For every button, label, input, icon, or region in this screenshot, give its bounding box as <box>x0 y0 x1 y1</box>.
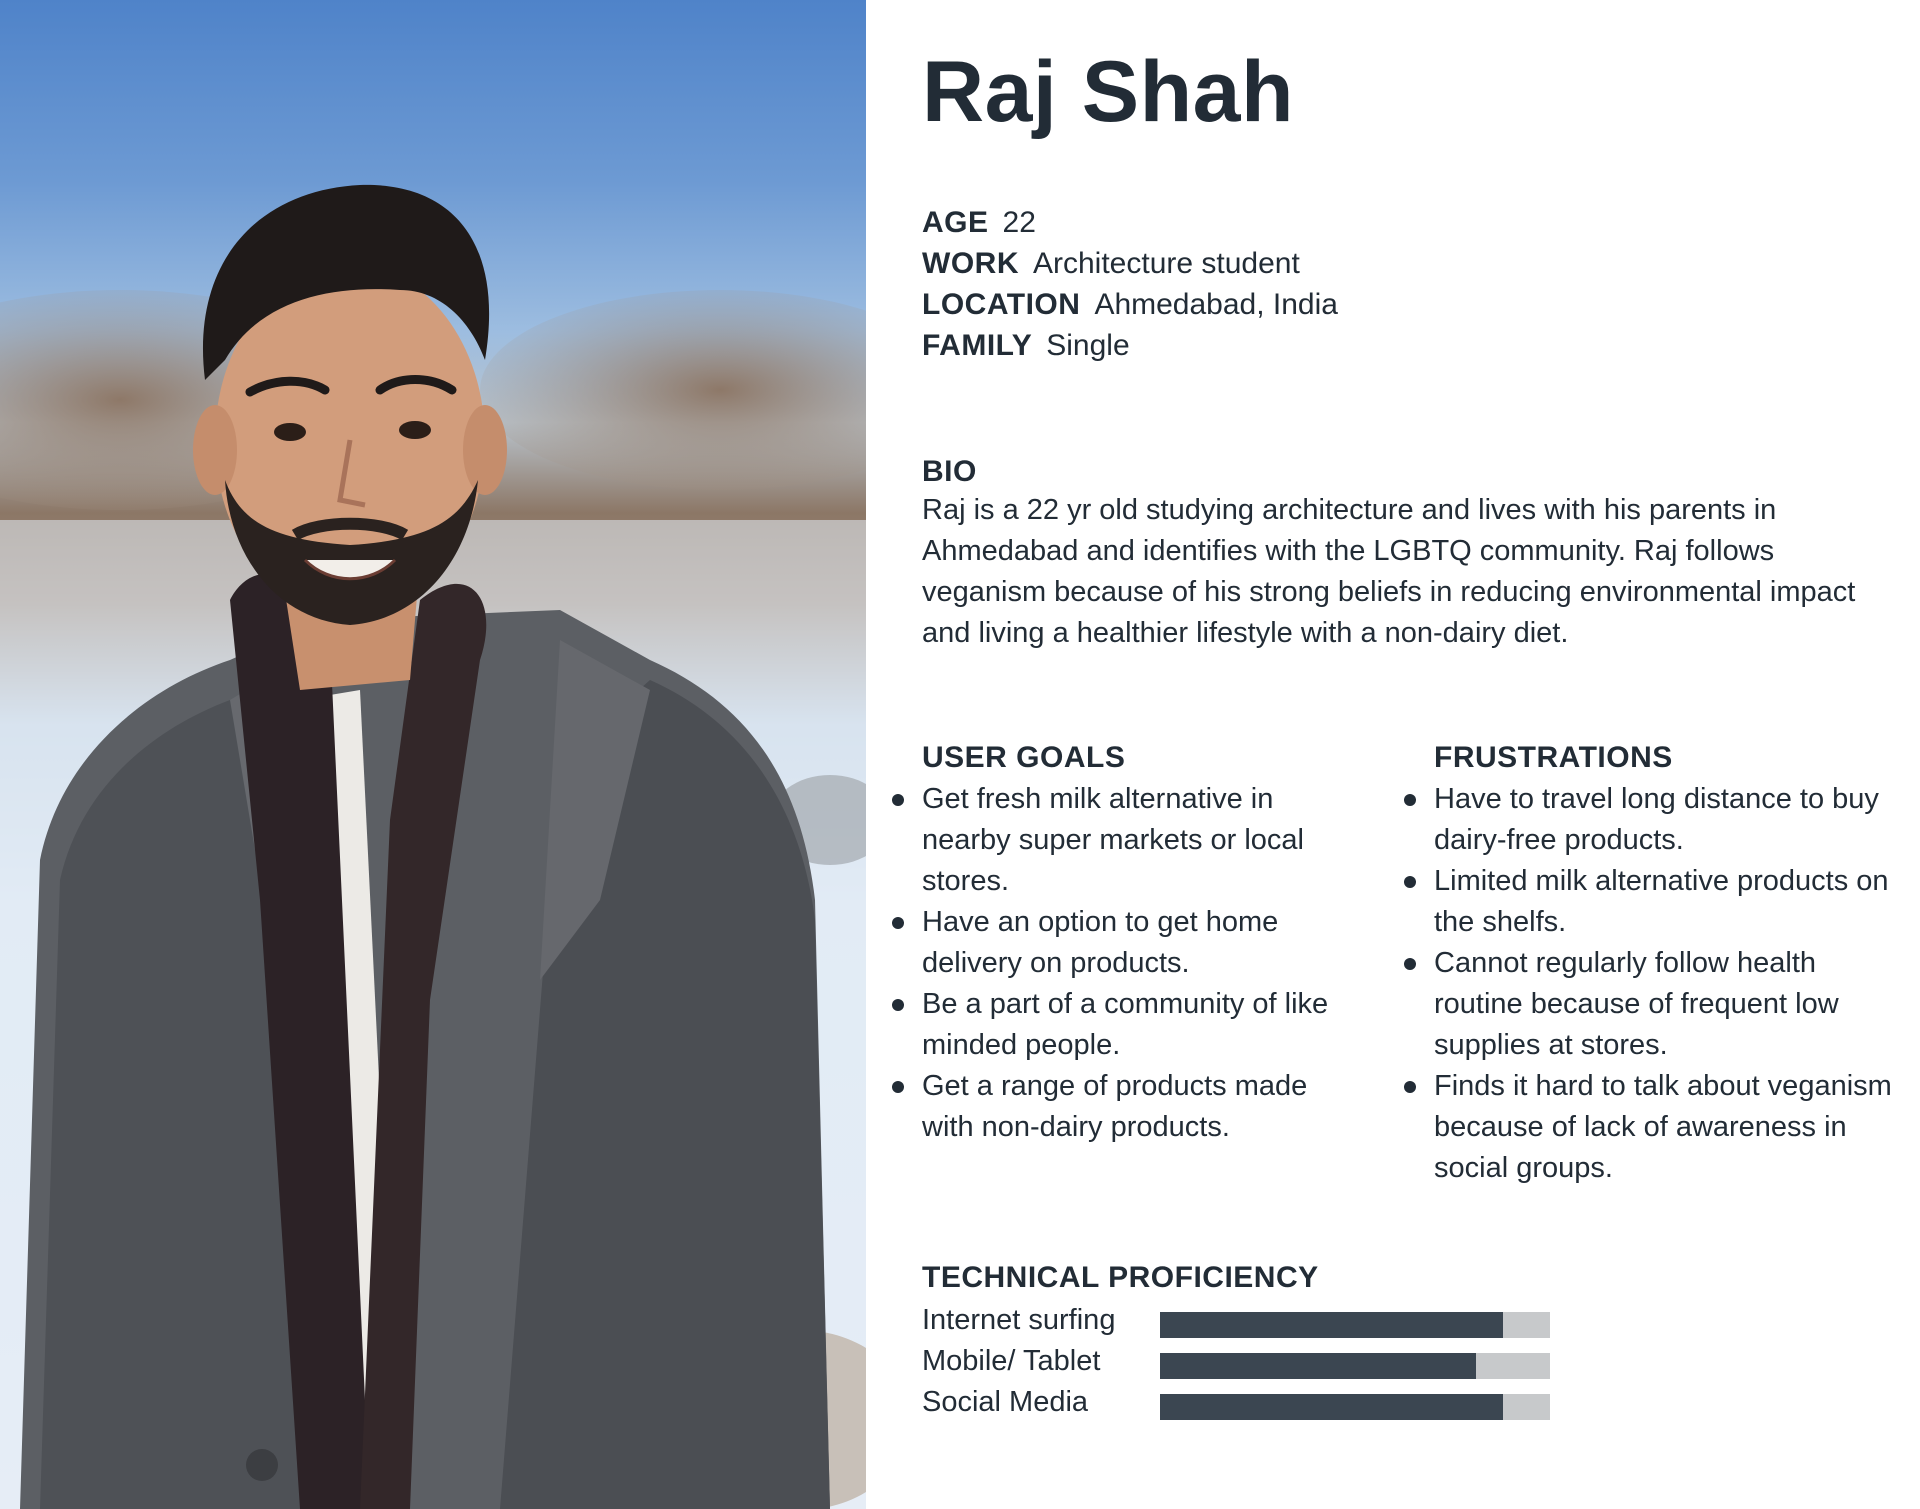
fact-label: AGE <box>922 206 989 239</box>
list-item <box>1434 943 1904 1066</box>
bullet-icon <box>1404 876 1416 888</box>
bullet-icon <box>892 999 904 1011</box>
list-item <box>922 1066 1352 1148</box>
list-item-text: Limited milk alternative products on the shelfs. <box>1434 865 1889 938</box>
proficiency-label: Mobile/ Tablet <box>922 1345 1101 1377</box>
persona-name: Raj Shah <box>922 44 1294 140</box>
list-item <box>922 779 1352 902</box>
list-item-text: Cannot regularly follow health routine because of frequent low supplies at stores. <box>1434 947 1839 1061</box>
proficiency-bar-fill <box>1160 1353 1476 1379</box>
proficiency-bar-fill <box>1160 1312 1503 1338</box>
user-goals-list <box>922 779 1352 1148</box>
portrait-illustration <box>0 0 866 1509</box>
proficiency-internet <box>922 1300 1115 1341</box>
frustrations-list <box>1434 779 1904 1189</box>
fact-family <box>922 325 1338 366</box>
list-item-text: Have an option to get home delivery on products. <box>922 906 1279 979</box>
proficiency-label: Internet surfing <box>922 1304 1116 1336</box>
proficiency-label: Social Media <box>922 1386 1089 1418</box>
list-item <box>922 902 1352 984</box>
fact-work <box>922 243 1338 284</box>
persona-photo <box>0 0 866 1509</box>
list-item-text: Get fresh milk alternative in nearby super markets or local stores. <box>922 783 1304 897</box>
proficiency-bar-track <box>1160 1353 1550 1379</box>
user-goals-heading: USER GOALS <box>922 741 1126 774</box>
bullet-icon <box>1404 1081 1416 1093</box>
list-item <box>922 984 1352 1066</box>
bio-heading: BIO <box>922 455 977 488</box>
fact-value: Ahmedabad, India <box>1094 288 1338 321</box>
proficiency-bar-track <box>1160 1394 1550 1420</box>
proficiency-bar-fill <box>1160 1394 1503 1420</box>
fact-label: LOCATION <box>922 288 1081 321</box>
bullet-icon <box>892 1081 904 1093</box>
list-item-text: Finds it hard to talk about veganism because of lack of awareness in social groups. <box>1434 1070 1892 1184</box>
bullet-icon <box>1404 958 1416 970</box>
bullet-icon <box>892 917 904 929</box>
list-item-text: Be a part of a community of like minded people. <box>922 988 1329 1061</box>
fact-location <box>922 284 1338 325</box>
list-item-text: Get a range of products made with non-dairy products. <box>922 1070 1308 1143</box>
proficiency-social <box>922 1382 1088 1423</box>
fact-label: FAMILY <box>922 329 1033 362</box>
list-item <box>1434 861 1904 943</box>
bio-text: Raj is a 22 yr old studying architecture and lives with his parents in Ahmedabad and identifies with the LGBTQ community. Raj follows veganism because of his strong beliefs in reducing environmental impact and living a healthier lifestyle with a non-dairy diet. <box>922 494 1856 649</box>
fact-age <box>922 202 1338 243</box>
proficiency-bar-track <box>1160 1312 1550 1338</box>
fact-label: WORK <box>922 247 1019 280</box>
fact-value: Single <box>1046 329 1130 362</box>
bullet-icon <box>1404 794 1416 806</box>
fact-value: 22 <box>1002 206 1036 239</box>
list-item-text: Have to travel long distance to buy dairy-free products. <box>1434 783 1879 856</box>
bullet-icon <box>892 794 904 806</box>
proficiency-mobile <box>922 1341 1100 1382</box>
persona-facts <box>922 202 1338 366</box>
list-item <box>1434 779 1904 861</box>
fact-value: Architecture student <box>1032 247 1300 280</box>
list-item <box>1434 1066 1904 1189</box>
frustrations-heading: FRUSTRATIONS <box>1434 741 1673 774</box>
technical-proficiency-heading: TECHNICAL PROFICIENCY <box>922 1261 1319 1294</box>
